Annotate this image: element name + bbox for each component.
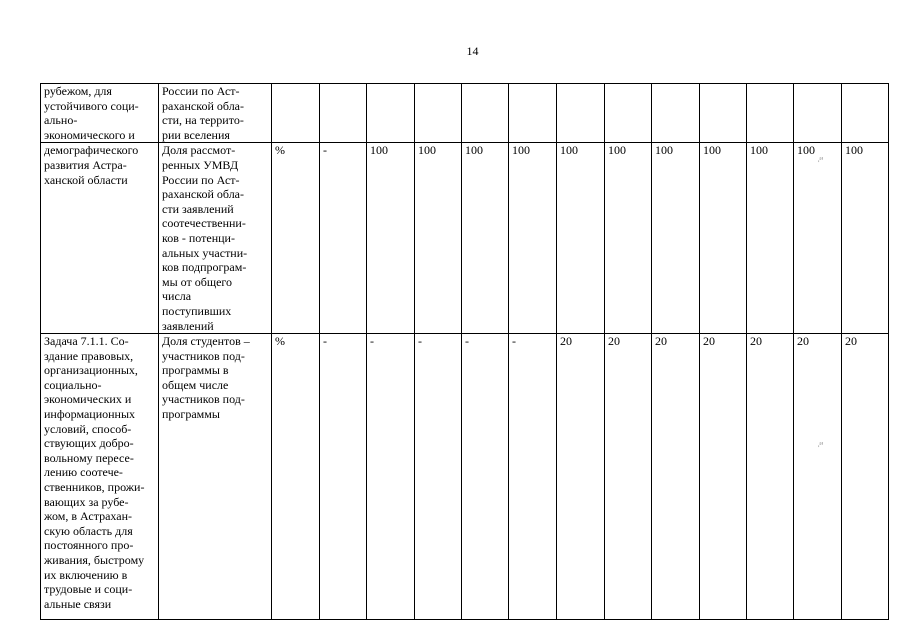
value-cell: 20 xyxy=(557,334,605,620)
value-cell: 20 xyxy=(794,334,842,620)
value-cell xyxy=(605,84,652,143)
goal-text-line: ственников, прожи- xyxy=(44,480,145,495)
table-row xyxy=(41,84,889,143)
goal-text-line: постоянного про- xyxy=(44,538,134,553)
indicator-text-line: соотечественни- xyxy=(162,216,246,231)
indicator-text-line: сти заявлений xyxy=(162,201,234,216)
value-cell: 20 xyxy=(605,334,652,620)
indicator-text-line: рии вселения xyxy=(162,127,230,142)
indicator-text-line: раханской обла- xyxy=(162,187,245,202)
indicator-text-line: программы xyxy=(162,407,220,422)
value-cell: 100 xyxy=(509,143,557,334)
goal-text-line: Задача 7.1.1. Со- xyxy=(44,334,129,349)
table-body xyxy=(41,84,889,620)
goal-text-line: организационных, xyxy=(44,363,138,378)
value-cell xyxy=(794,84,842,143)
value-cell: 20 xyxy=(842,334,889,620)
indicator-text-line: ков подпрограм- xyxy=(162,260,247,275)
indicator-text-line: России по Аст- xyxy=(162,84,240,98)
goal-text-line: живания, быстрому xyxy=(44,553,145,567)
indicator-text-line: программы в xyxy=(162,363,229,378)
unit-cell: % xyxy=(272,143,320,334)
indicator-text-line: альных участни- xyxy=(162,245,248,260)
goal-text-line: ствующих добро- xyxy=(44,436,134,451)
unit-cell: % xyxy=(272,334,320,620)
goal-cell xyxy=(41,334,159,620)
goal-text-line: альные связи xyxy=(44,596,112,611)
goal-text-line: их включению в xyxy=(44,567,128,582)
indicator-text-line: заявлений xyxy=(162,318,214,333)
goal-text-line: скую область для xyxy=(44,523,133,538)
unit-cell xyxy=(272,84,320,143)
indicators-table xyxy=(40,83,889,620)
goal-text-line: лению соотече- xyxy=(44,465,123,480)
indicator-cell xyxy=(159,143,272,334)
goal-text-line: информационных xyxy=(44,407,136,422)
value-cell: - xyxy=(367,334,415,620)
value-cell xyxy=(652,84,700,143)
goal-text-line: экономических и xyxy=(44,392,132,407)
indicator-cell xyxy=(159,84,272,143)
value-cell xyxy=(842,84,889,143)
page-number: 14 xyxy=(466,44,479,58)
value-cell xyxy=(367,84,415,143)
value-cell: 100 xyxy=(462,143,509,334)
goal-text-line: рубежом, для xyxy=(44,84,112,98)
indicator-text-line: участников под- xyxy=(162,392,245,407)
goal-text-line: ально- xyxy=(44,113,78,128)
value-cell: 100 xyxy=(700,143,747,334)
value-cell: 100 xyxy=(415,143,462,334)
indicator-text-line: России по Аст- xyxy=(162,172,240,187)
indicator-text-line: раханской обла- xyxy=(162,98,245,113)
indicator-text-line: числа xyxy=(162,289,192,304)
goal-text-line: условий, способ- xyxy=(44,421,132,436)
value-cell xyxy=(509,84,557,143)
value-cell: 100 xyxy=(842,143,889,334)
goal-text-line: вольному пересе- xyxy=(44,450,134,465)
value-cell xyxy=(557,84,605,143)
value-cell: 100 xyxy=(794,143,842,334)
value-cell: - xyxy=(415,334,462,620)
value-cell: - xyxy=(509,334,557,620)
scan-mark: ,ᵖ¹ xyxy=(818,442,824,448)
value-cell: 100 xyxy=(605,143,652,334)
value-cell: - xyxy=(462,334,509,620)
goal-cell xyxy=(41,84,159,143)
indicator-text-line: сти, на террито- xyxy=(162,113,244,128)
value-cell: 100 xyxy=(557,143,605,334)
indicator-text-line: Доля рассмот- xyxy=(162,143,236,158)
value-cell: 100 xyxy=(652,143,700,334)
indicator-text-line: мы от общего xyxy=(162,274,233,289)
value-cell: 100 xyxy=(747,143,794,334)
indicator-text-line: участников под- xyxy=(162,348,245,363)
value-cell: 20 xyxy=(747,334,794,620)
value-cell xyxy=(320,84,367,143)
goal-text-line: развития Астра- xyxy=(44,157,127,172)
table-row xyxy=(41,143,889,334)
goal-text-line: трудовые и соци- xyxy=(44,582,133,597)
goal-text-line: демографического xyxy=(44,143,139,158)
indicator-text-line: Доля студентов – xyxy=(162,334,250,349)
indicator-text-line: поступивших xyxy=(162,303,232,318)
value-cell xyxy=(462,84,509,143)
indicator-text-line: ренных УМВД xyxy=(162,157,239,172)
value-cell xyxy=(747,84,794,143)
goal-text-line: ханской области xyxy=(44,172,128,187)
indicator-text-line: ков - потенци- xyxy=(162,230,235,245)
value-cell xyxy=(415,84,462,143)
indicator-cell xyxy=(159,334,272,620)
goal-text-line: социально- xyxy=(44,377,102,392)
value-cell: 20 xyxy=(652,334,700,620)
value-cell: - xyxy=(320,143,367,334)
goal-text-line: экономического и xyxy=(44,127,135,142)
table-row xyxy=(41,334,889,620)
goal-text-line: здание правовых, xyxy=(44,348,134,363)
goal-cell xyxy=(41,143,159,334)
value-cell: 100 xyxy=(367,143,415,334)
goal-text-line: устойчивого соци- xyxy=(44,98,139,113)
indicator-text-line: общем числе xyxy=(162,377,229,392)
value-cell xyxy=(700,84,747,143)
value-cell: 20 xyxy=(700,334,747,620)
goal-text-line: жом, в Астрахан- xyxy=(44,509,133,524)
value-cell: - xyxy=(320,334,367,620)
goal-text-line: вающих за рубе- xyxy=(44,494,129,509)
scan-mark: ,ᵖ¹ xyxy=(818,157,824,163)
